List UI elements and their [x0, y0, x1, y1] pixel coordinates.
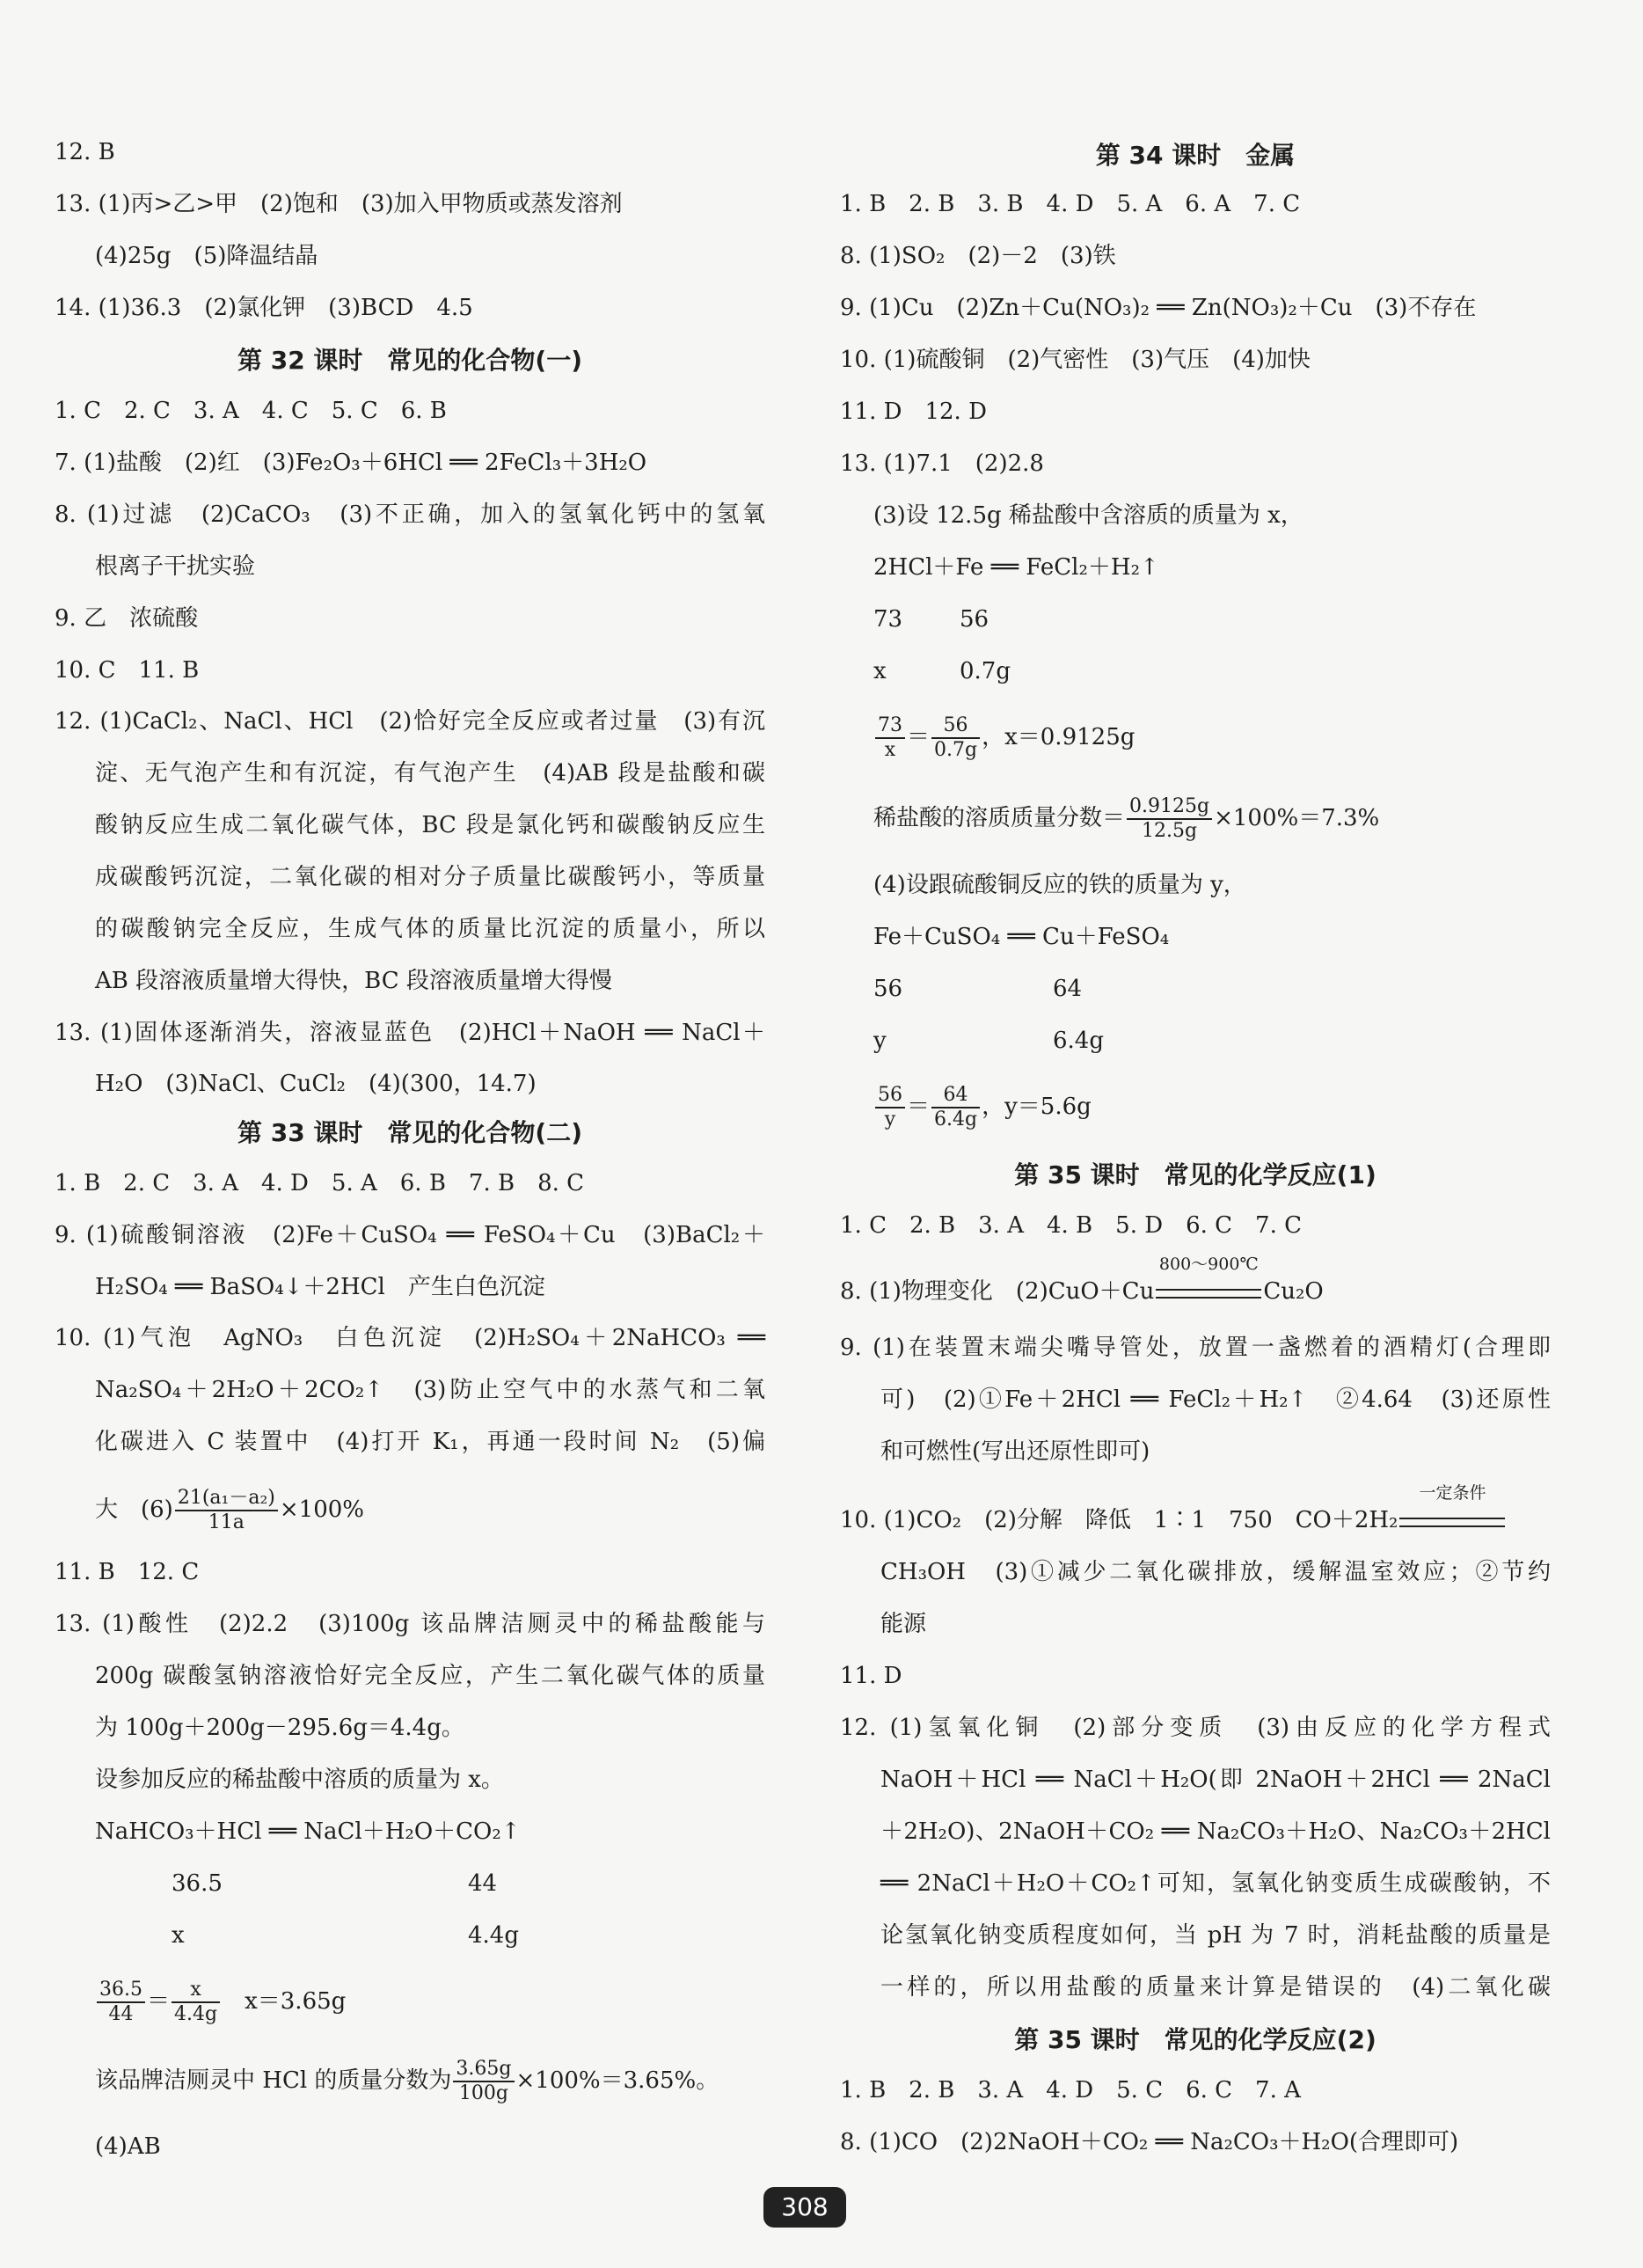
answer-text: ×100%＝3.65%。: [515, 2067, 719, 2094]
answer-text: ，x＝0.9125g: [982, 724, 1135, 750]
answer-line: $\frac{36.5}{44}$ ＝ $\frac{x}{4.4g}$ x＝3.65g: [95, 1975, 346, 2028]
fraction-denominator: 0.7g: [934, 739, 978, 761]
fraction-numerator: 73: [875, 714, 905, 739]
fraction-numerator: 36.5: [97, 1979, 145, 2003]
answer-text: 稀盐酸的溶质质量分数＝: [873, 805, 1126, 831]
answer-line: 2HCl＋Fe ══ FeCl₂＋H₂↑: [873, 554, 1159, 581]
answer-line: 9. (1)硫酸铜溶液 (2)Fe＋CuSO₄ ══ FeSO₄＋Cu (3)BaCl₂＋: [55, 1222, 765, 1248]
answer-line: $\frac{73}{x}$ ＝ $\frac{56}{0.7g}$ ，x＝0.9125g: [873, 711, 1135, 764]
answer-line: 10. C 11. B: [55, 657, 200, 684]
answer-line: 12. (1)CaCl₂、NaCl、HCl (2)恰好完全反应或者过量 (3)有沉: [55, 708, 765, 735]
answer-line: 10. (1)气泡 AgNO₃ 白色沉淀 (2)H₂SO₄＋2NaHCO₃ ══: [55, 1325, 765, 1351]
answer-line: NaHCO₃＋HCl ══ NaCl＋H₂O＋CO₂↑: [95, 1818, 521, 1845]
answer-text: x: [873, 658, 887, 684]
answer-text: 6.4g: [1053, 1028, 1104, 1054]
section-heading: 第 35 课时 常见的化学反应(2): [1014, 2025, 1376, 2054]
section-heading: 第 32 课时 常见的化合物(一): [237, 346, 583, 375]
answer-text: 56: [873, 976, 903, 1002]
reaction-condition-arrow: [1156, 1255, 1261, 1299]
fraction: [97, 1979, 145, 2026]
reaction-condition: 一定条件: [1419, 1483, 1486, 1503]
answer-line: 为 100g＋200g－295.6g＝4.4g。: [95, 1715, 464, 1741]
fraction-numerator: 3.65g: [453, 2058, 514, 2082]
answer-line: 11. D 12. D: [840, 399, 987, 425]
answer-line: H₂SO₄ ══ BaSO₄↓＋2HCl 产生白色沉淀: [95, 1274, 545, 1300]
answer-line: (3)设 12.5g 稀盐酸中含溶质的质量为 x，: [873, 502, 1303, 529]
fraction-denominator: 12.5g: [1142, 820, 1198, 842]
answer-text: 10. (1)CO₂ (2)分解 降低 1∶1 750 CO＋2H₂: [840, 1507, 1398, 1533]
fraction-numerator: x: [172, 1979, 220, 2003]
answer-line: 12. (1)氢氧化铜 (2)部分变质 (3)由反应的化学方程式: [840, 1715, 1551, 1741]
answer-line: 10. (1)硫酸铜 (2)气密性 (3)气压 (4)加快: [840, 347, 1311, 373]
section-heading: 第 33 课时 常见的化合物(二): [237, 1118, 583, 1147]
answer-line: 1. C 2. B 3. A 4. B 5. D 6. C 7. C: [840, 1212, 1303, 1239]
answer-text: 73: [873, 606, 903, 633]
answer-text: y: [873, 1028, 887, 1054]
answer-line: 1. B 2. B 3. B 4. D 5. A 6. A 7. C: [840, 191, 1301, 217]
fraction-denominator: 100g: [458, 2082, 508, 2104]
answer-line: ══ 2NaCl＋H₂O＋CO₂↑可知，氢氧化钠变质生成碳酸钠，不: [880, 1870, 1551, 1897]
answer-line: 根离子干扰实验: [95, 553, 256, 580]
answer-line: [95, 2054, 719, 2107]
fraction: [172, 1979, 220, 2026]
answer-line: 14. (1)36.3 (2)氯化钾 (3)BCD 4.5: [55, 295, 473, 321]
fraction-denominator: 6.4g: [934, 1108, 978, 1130]
answer-line: H₂O (3)NaCl、CuCl₂ (4)(300，14.7): [95, 1071, 537, 1097]
answer-line: 成碳酸钙沉淀，二氧化碳的相对分子质量比碳酸钙小，等质量: [95, 864, 765, 890]
answer-text: 大 (6): [95, 1496, 173, 1523]
answer-line: 13. (1)丙>乙>甲 (2)饱和 (3)加入甲物质或蒸发溶剂: [55, 191, 623, 217]
answer-text: 0.7g: [960, 658, 1011, 684]
answer-text: 8. (1)物理变化 (2)CuO＋Cu: [840, 1278, 1155, 1305]
answer-line: 的碳酸钠完全反应，生成气体的质量比沉淀的质量小，所以: [95, 916, 765, 942]
fraction: [1127, 795, 1212, 843]
answer-line: 1. C 2. C 3. A 4. C 5. C 6. B: [55, 398, 447, 424]
answer-line: 12. B: [55, 139, 115, 165]
answer-line: 200g 碳酸氢钠溶液恰好完全反应，产生二氧化碳气体的质量: [95, 1663, 765, 1689]
answer-line: 一样的，所以用盐酸的质量来计算是错误的 (4)二氧化碳: [880, 1974, 1551, 2001]
fraction-numerator: 21(a₁－a₂): [175, 1487, 278, 1511]
fraction-denominator: 44: [108, 2003, 134, 2025]
answer-text: ×100%＝7.3%: [1214, 805, 1380, 831]
answer-text: 4.4g: [468, 1922, 519, 1949]
answer-line: (4)25g (5)降温结晶: [95, 243, 318, 269]
fraction: [453, 2058, 514, 2105]
answer-text: ，y＝5.6g: [982, 1094, 1092, 1120]
fraction-numerator: 56: [931, 714, 980, 739]
answer-line: 淀、无气泡产生和有沉淀，有气泡产生 (4)AB 段是盐酸和碳: [95, 760, 765, 786]
answer-line: 和可燃性(写出还原性即可): [880, 1438, 1150, 1465]
fraction-denominator: 11a: [208, 1511, 245, 1533]
answer-line: 11. B 12. C: [55, 1559, 200, 1585]
fraction-denominator: 4.4g: [174, 2003, 218, 2025]
answer-line: 酸钠反应生成二氧化碳气体，BC 段是氯化钙和碳酸钠反应生: [95, 812, 765, 838]
answer-line: Fe＋CuSO₄ ══ Cu＋FeSO₄: [873, 924, 1170, 950]
equals-sign: [1399, 1518, 1505, 1527]
fraction-denominator: y: [884, 1108, 896, 1130]
answer-line: 9. (1)在装置末端尖嘴导管处，放置一盏燃着的酒精灯(合理即: [840, 1335, 1551, 1361]
section-heading: 第 34 课时 金属: [1095, 141, 1296, 170]
page-number: 308: [763, 2187, 846, 2228]
answer-line: (4)设跟硫酸铜反应的铁的质量为 y，: [873, 872, 1246, 898]
answer-line: 8. (1)过滤 (2)CaCO₃ (3)不正确，加入的氢氧化钙中的氢氧: [55, 501, 765, 528]
answer-line: [840, 1483, 1507, 1538]
answer-line: $\frac{56}{y}$ ＝ $\frac{64}{6.4g}$ ，y＝5.6g: [873, 1080, 1092, 1133]
answer-line: 8. (1)SO₂ (2)－2 (3)铁: [840, 243, 1116, 269]
answer-text: 64: [1053, 976, 1083, 1002]
fraction-numerator: 64: [931, 1084, 980, 1108]
fraction: [931, 1084, 980, 1131]
fraction: [931, 714, 980, 762]
answer-line: CH₃OH (3)①减少二氧化碳排放，缓解温室效应；②节约: [880, 1559, 1551, 1585]
answer-text: 36.5: [172, 1870, 223, 1897]
answer-line: [840, 1255, 1324, 1309]
answer-line: (4)AB: [95, 2133, 161, 2160]
answer-line: 化碳进入 C 装置中 (4)打开 K₁，再通一段时间 N₂ (5)偏: [95, 1429, 765, 1455]
answer-line: [873, 792, 1379, 845]
fraction: [875, 714, 905, 762]
answer-line: 设参加反应的稀盐酸中溶质的质量为 x。: [95, 1767, 504, 1793]
answer-text: x: [172, 1922, 185, 1949]
equals-sign: [1156, 1289, 1261, 1299]
answer-line: 能源: [880, 1611, 927, 1637]
answer-line: 论氢氧化钠变质程度如何，当 pH 为 7 时，消耗盐酸的质量是: [880, 1922, 1551, 1949]
answer-line: 11. D: [840, 1663, 902, 1689]
fraction-numerator: 56: [875, 1084, 905, 1108]
answer-text: 56: [960, 606, 989, 633]
fraction-numerator: 0.9125g: [1127, 795, 1212, 820]
answer-text: 44: [468, 1870, 498, 1897]
answer-line: NaOH＋HCl ══ NaCl＋H₂O(即 2NaOH＋2HCl ══ 2NaCl: [880, 1767, 1551, 1793]
reaction-condition: 800～900℃: [1158, 1255, 1259, 1274]
answer-line: 9. (1)Cu (2)Zn＋Cu(NO₃)₂ ══ Zn(NO₃)₂＋Cu (3)不存在: [840, 295, 1477, 321]
answer-line: 13. (1)固体逐渐消失，溶液显蓝色 (2)HCl＋NaOH ══ NaCl＋: [55, 1020, 765, 1046]
answer-text: 该品牌洁厕灵中 HCl 的质量分数为: [95, 2067, 452, 2094]
fraction-denominator: x: [884, 739, 896, 761]
fraction: [175, 1487, 278, 1534]
answer-line: [95, 1483, 364, 1536]
section-heading: 第 35 课时 常见的化学反应(1): [1014, 1160, 1376, 1189]
answer-line: 7. (1)盐酸 (2)红 (3)Fe₂O₃＋6HCl ══ 2FeCl₃＋3H₂O: [55, 450, 647, 476]
answer-line: 13. (1)7.1 (2)2.8: [840, 450, 1044, 477]
answer-line: 8. (1)CO (2)2NaOH＋CO₂ ══ Na₂CO₃＋H₂O(合理即可): [840, 2129, 1459, 2155]
answer-text: x＝3.65g: [245, 1988, 347, 2015]
answer-line: 13. (1)酸性 (2)2.2 (3)100g 该品牌洁厕灵中的稀盐酸能与: [55, 1611, 765, 1637]
answer-line: 可) (2)①Fe＋2HCl ══ FeCl₂＋H₂↑ ②4.64 (3)还原性: [880, 1386, 1551, 1413]
answer-line: ＋2H₂O)、2NaOH＋CO₂ ══ Na₂CO₃＋H₂O、Na₂CO₃＋2HCl: [880, 1818, 1551, 1845]
answer-text: Cu₂O: [1263, 1278, 1324, 1305]
answer-line: 1. B 2. C 3. A 4. D 5. A 6. B 7. B 8. C: [55, 1170, 585, 1196]
answer-line: 1. B 2. B 3. A 4. D 5. C 6. C 7. A: [840, 2077, 1301, 2103]
answer-line: 9. 乙 浓硫酸: [55, 605, 199, 632]
fraction: [875, 1084, 905, 1131]
answer-line: Na₂SO₄＋2H₂O＋2CO₂↑ (3)防止空气中的水蒸气和二氧: [95, 1377, 765, 1403]
reaction-condition-arrow: [1399, 1483, 1505, 1527]
answer-text: ×100%: [279, 1496, 365, 1523]
answer-line: AB 段溶液质量增大得快，BC 段溶液质量增大得慢: [95, 968, 612, 994]
